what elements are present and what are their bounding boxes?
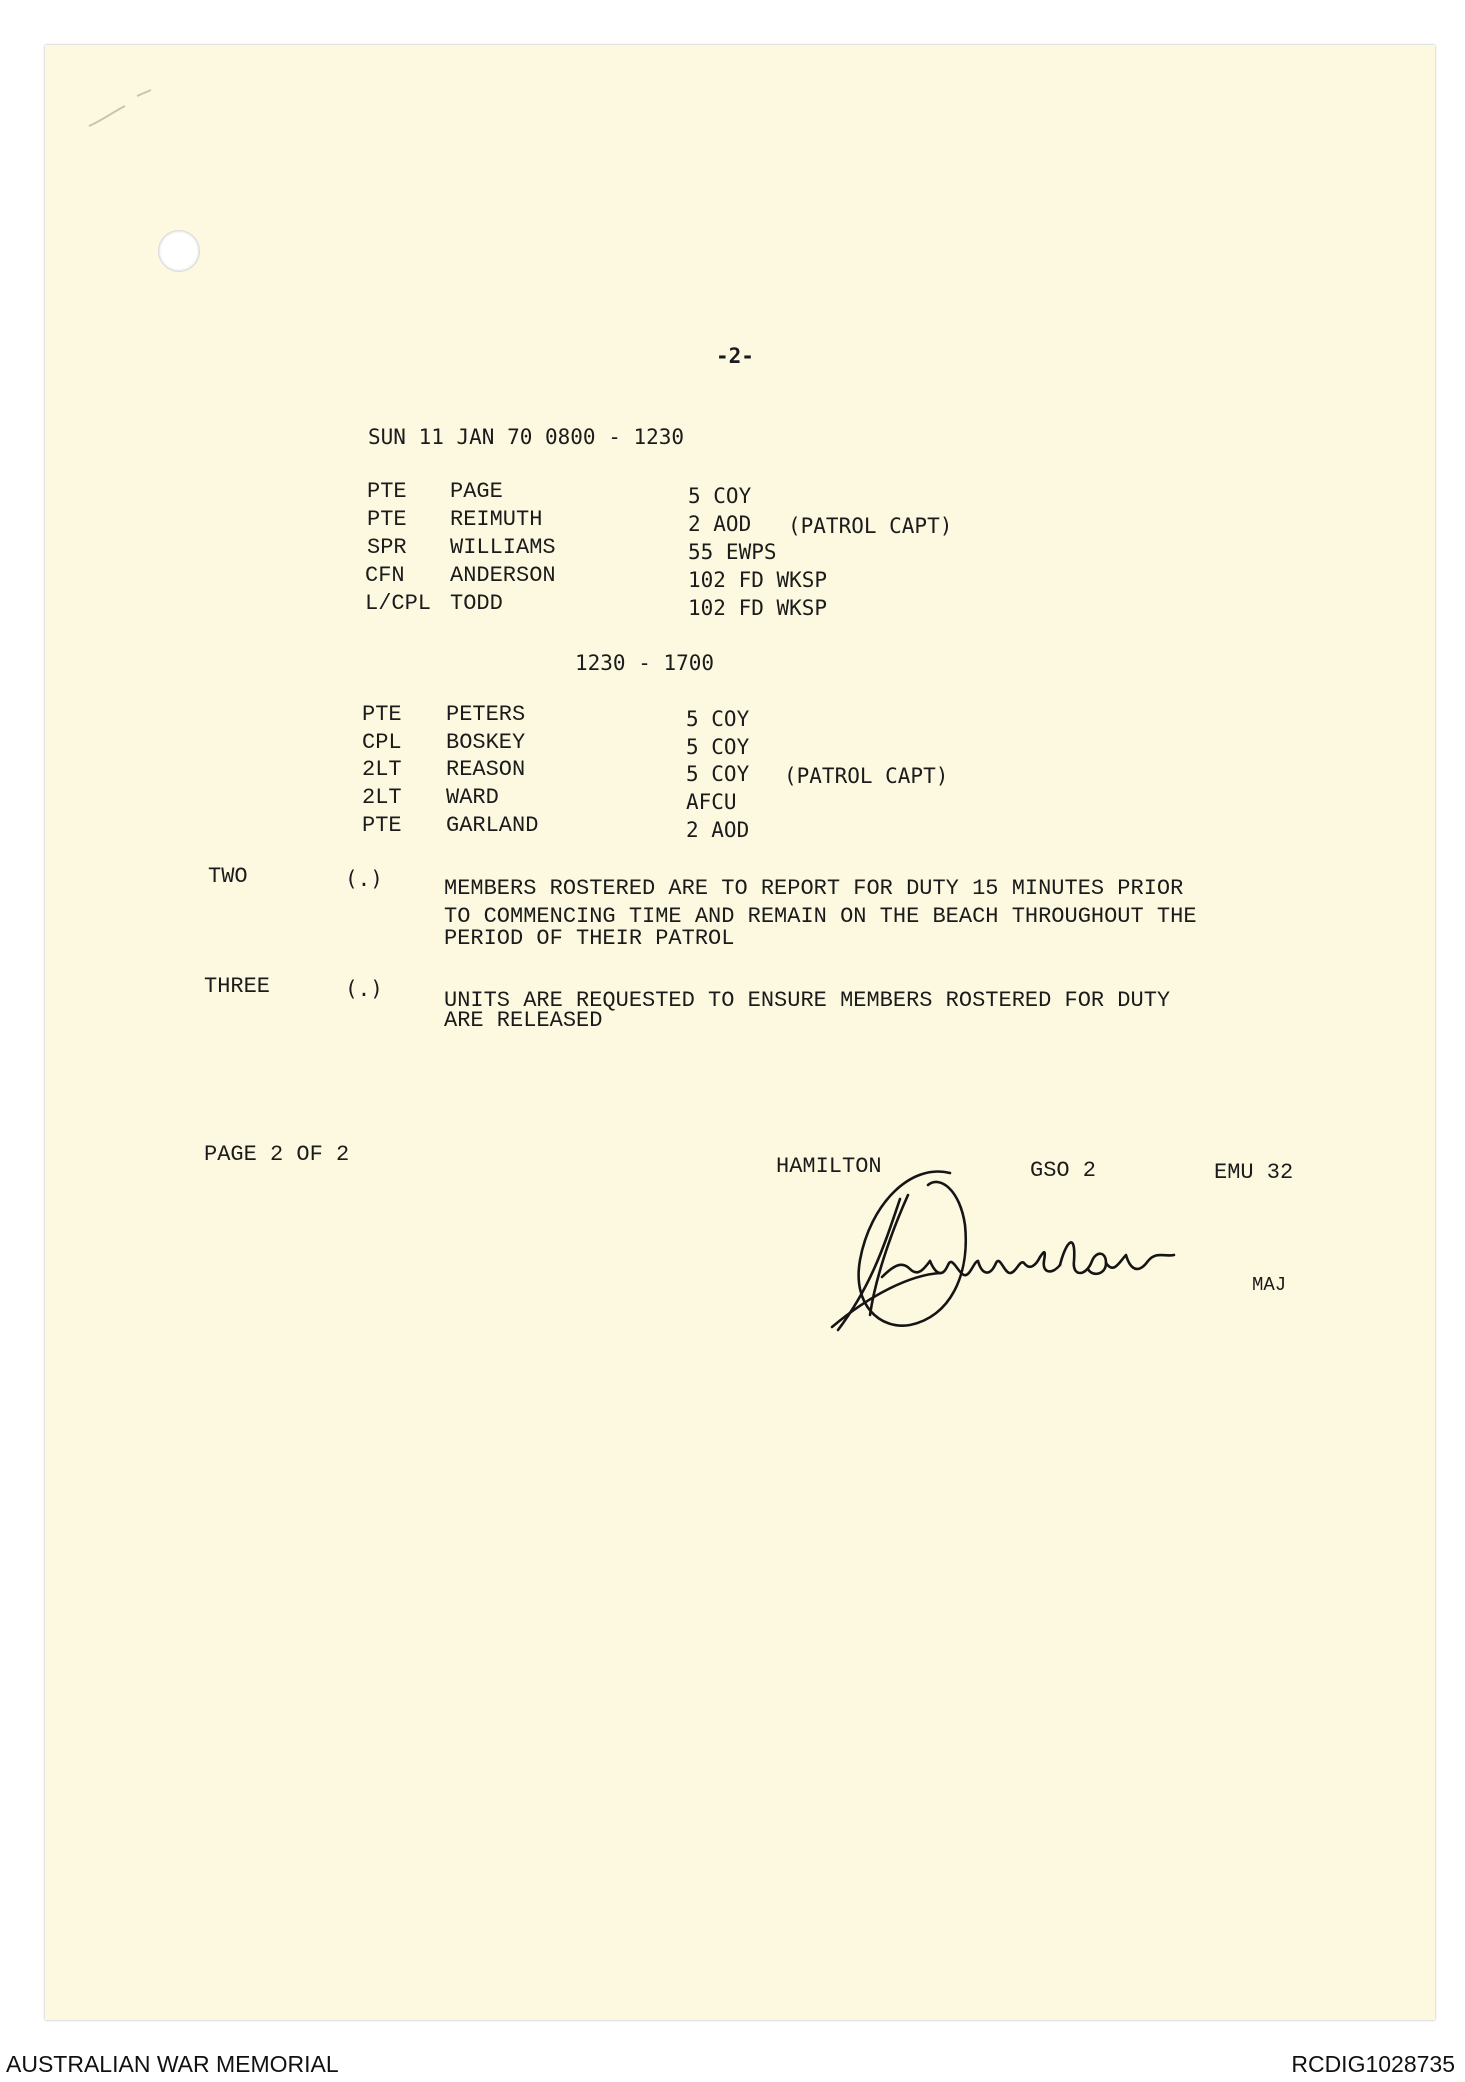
unit: 2 AOD [686, 818, 750, 842]
rank: CPL [362, 730, 402, 755]
patrol-captain-note: (PATROL CAPT) [784, 764, 949, 788]
rank: PTE [362, 702, 402, 727]
rank: PTE [367, 507, 407, 532]
unit: AFCU [686, 790, 737, 814]
unit: 5 COY [686, 762, 750, 786]
unit: 5 COY [688, 484, 752, 508]
rank: PTE [362, 813, 402, 838]
signatory-name: HAMILTON [776, 1154, 882, 1179]
paper-mark [85, 82, 163, 132]
page-number: -2- [716, 344, 754, 368]
rank: SPR [367, 535, 407, 560]
unit: 55 EWPS [688, 540, 777, 564]
document-sheet [45, 45, 1435, 2020]
member-name: REASON [446, 757, 526, 782]
footer-archive-name: AUSTRALIAN WAR MEMORIAL [6, 2051, 339, 2077]
signatory-rank: MAJ [1252, 1274, 1287, 1296]
rank: PTE [367, 479, 407, 504]
unit: 102 FD WKSP [688, 596, 828, 620]
paragraph-marker: (.) [345, 867, 383, 891]
paragraph-marker: (.) [345, 977, 383, 1001]
member-name: WILLIAMS [450, 535, 556, 560]
paragraph-line: PERIOD OF THEIR PATROL [444, 926, 735, 951]
unit: 5 COY [686, 735, 750, 759]
signatory-appointment: GSO 2 [1030, 1158, 1097, 1183]
unit: 102 FD WKSP [688, 568, 828, 592]
shift1-heading: SUN 11 JAN 70 0800 - 1230 [368, 425, 685, 449]
punch-hole [158, 230, 200, 272]
member-name: PETERS [446, 702, 526, 727]
paragraph-line: MEMBERS ROSTERED ARE TO REPORT FOR DUTY 15 MINUTES PRIOR [444, 876, 1184, 901]
member-name: WARD [446, 785, 499, 810]
unit: 5 COY [686, 707, 750, 731]
patrol-captain-note: (PATROL CAPT) [788, 514, 953, 538]
member-name: REIMUTH [450, 507, 543, 532]
handwritten-signature [830, 1165, 1210, 1345]
member-name: TODD [450, 591, 503, 616]
shift2-heading: 1230 - 1700 [575, 651, 715, 675]
footer-record-id: RCDIG1028735 [1291, 2051, 1455, 2077]
paragraph-number: TWO [208, 864, 248, 889]
signatory-extension: EMU 32 [1214, 1160, 1294, 1185]
paragraph-line: TO COMMENCING TIME AND REMAIN ON THE BEACH THROUGHOUT THE [444, 904, 1197, 929]
rank: 2LT [362, 757, 402, 782]
paragraph-line: UNITS ARE REQUESTED TO ENSURE MEMBERS ROSTERED FOR DUTY [444, 988, 1171, 1013]
paragraph-number: THREE [204, 974, 271, 999]
paragraph-line: ARE RELEASED [444, 1008, 603, 1033]
rank: CFN [365, 563, 405, 588]
member-name: ANDERSON [450, 563, 556, 588]
member-name: PAGE [450, 479, 503, 504]
rank: L/CPL [365, 591, 432, 616]
rank: 2LT [362, 785, 402, 810]
member-name: GARLAND [446, 813, 539, 838]
member-name: BOSKEY [446, 730, 526, 755]
unit: 2 AOD [688, 512, 752, 536]
page-count: PAGE 2 OF 2 [204, 1142, 350, 1167]
